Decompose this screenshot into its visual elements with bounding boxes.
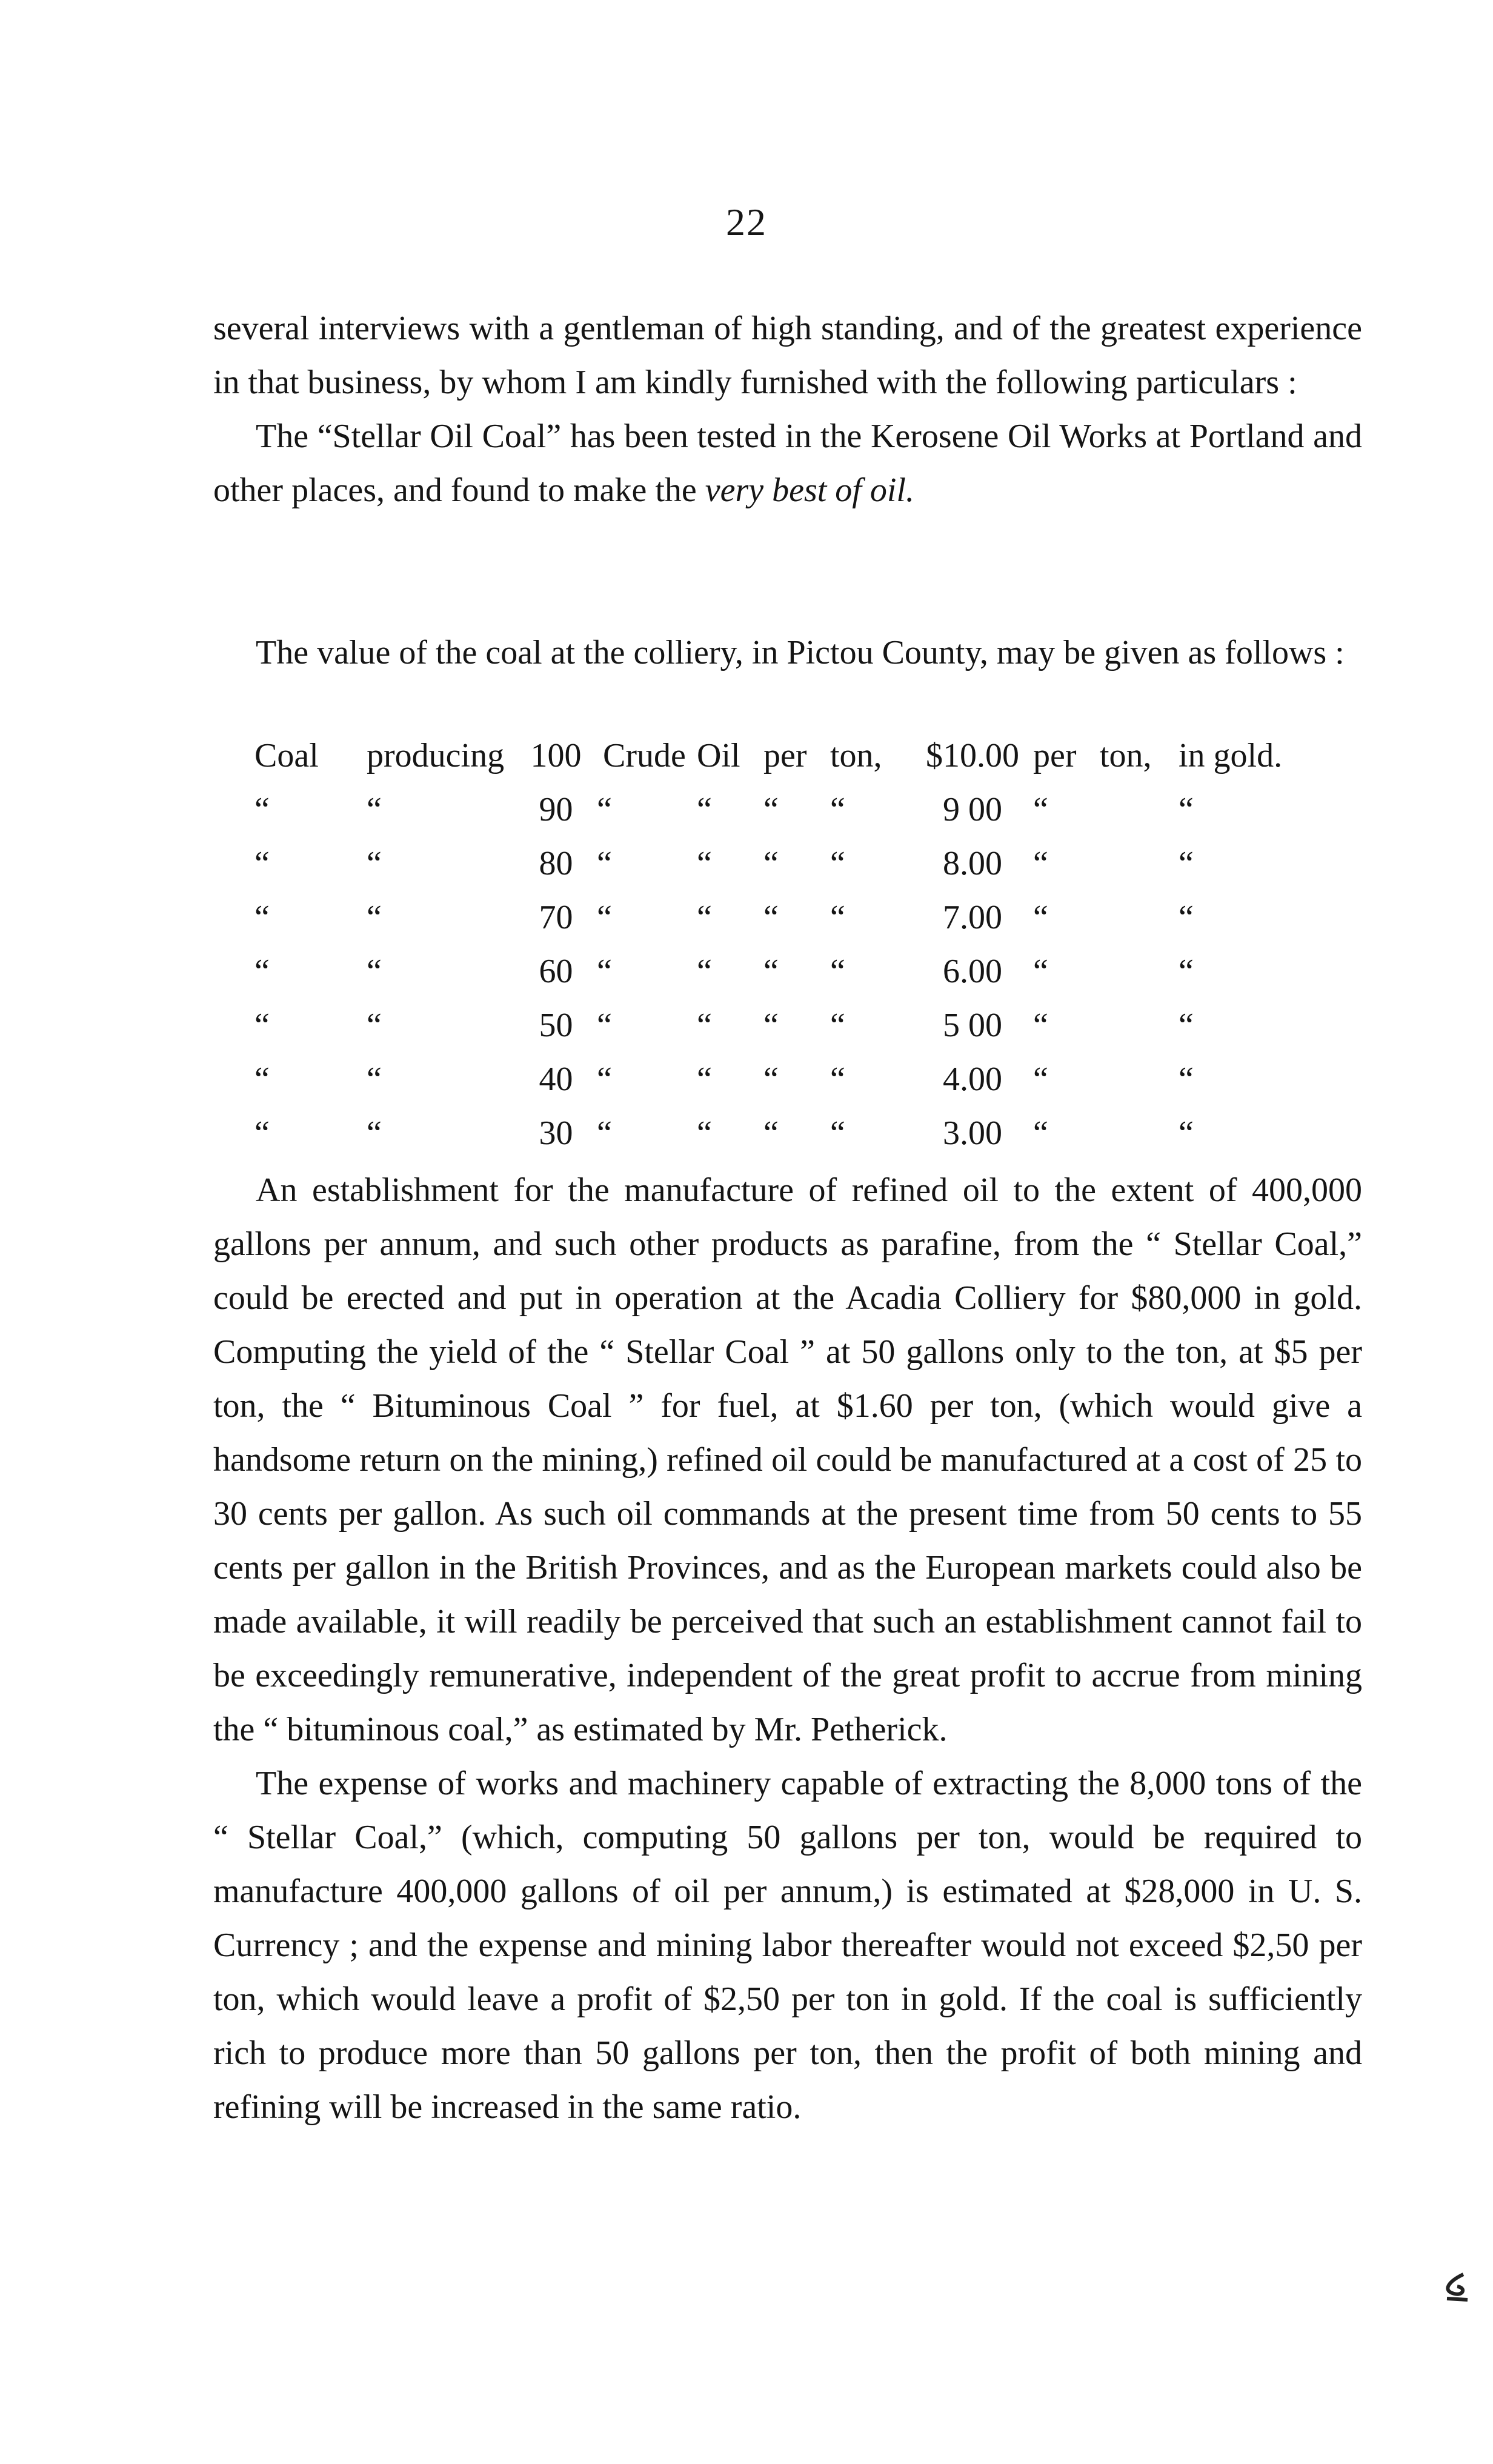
price-cell: 6.00 [943, 952, 1002, 990]
ditto-mark: “ [1033, 898, 1048, 936]
ditto-mark: “ [254, 1114, 270, 1152]
ditto-mark: “ [367, 1060, 382, 1098]
ton-label: ton, [830, 736, 882, 774]
ditto-mark: “ [763, 844, 779, 882]
gallons-cell: 90 [539, 790, 573, 828]
crude-label: Crude [603, 736, 686, 774]
ditto-mark: “ [830, 1114, 845, 1152]
price-cell: $10.00 [926, 736, 1019, 774]
ditto-mark: “ [254, 952, 270, 990]
ditto-mark: “ [367, 844, 382, 882]
ditto-mark: “ [697, 1060, 712, 1098]
price-cell: 9 00 [943, 790, 1002, 828]
gallons-cell: 30 [539, 1114, 573, 1152]
gallons-cell: 50 [539, 1006, 573, 1044]
ditto-mark: “ [597, 1006, 612, 1044]
intro-section [213, 302, 1362, 518]
spacer [1100, 1106, 1179, 1160]
oil-label: Oil [697, 736, 740, 774]
coal-table-row [254, 998, 1282, 1052]
spacer [1100, 944, 1179, 998]
value-paragraph: The value of the coal at the colliery, in Pictou County, may be given as follows : [256, 634, 1345, 671]
ditto-mark: “ [763, 952, 779, 990]
ditto-mark: “ [1179, 1114, 1194, 1152]
spacer [1100, 836, 1179, 890]
coal-label: Coal [254, 736, 319, 774]
price-cell: 7.00 [943, 898, 1002, 936]
in-gold-label: in gold. [1179, 736, 1283, 774]
ditto-mark: “ [1033, 790, 1048, 828]
ditto-mark: “ [367, 1006, 382, 1044]
ditto-mark: “ [1179, 1006, 1194, 1044]
ditto-mark: “ [1179, 844, 1194, 882]
margin-scribble-mark [1436, 2269, 1472, 2306]
ditto-mark: “ [597, 1114, 612, 1152]
ditto-mark: “ [763, 790, 779, 828]
ditto-mark: “ [1179, 898, 1194, 936]
expense-paragraph: The expense of works and machinery capable of extracting the 8,000 tons of the “ Stellar Coal,” (which, computing 50 gallons per ton, would be required to manufacture 400,000 gallons of oil per annum,) is estimated at $28,000 in U. S. Currency ; and the expense and mining labor thereafter would not exceed $2,50 per ton, which would leave a profit of $2,50 per ton in gold. If the coal is sufficiently rich to produce more than 50 gallons per ton, then the profit of both mining and refining will be increased in the same ratio. [213, 1765, 1362, 2126]
ditto-mark: “ [597, 790, 612, 828]
establishment-paragraph: An establishment for the manufacture of refined oil to the extent of 400,000 gallons per annum, and such other products as parafine, from the “ Stellar Coal,” could be erected and put in operation at the Acadia Colliery for $80,000 in gold. Computing the yield of the “ Stellar Coal ” at 50 gallons only to the ton, at $5 per ton, the “ Bituminous Coal ” for fuel, at $1.60 per ton, (which would give a handsome return on the mining,) refined oil could be manufactured at a cost of 25 to 30 cents per gallon. As such oil commands at the present time from 50 cents to 55 cents per gallon in the British Provinces, and as the European markets could also be made available, it will readily be perceived that such an establishment cannot fail to be exceedingly remunerative, independent of the great profit to accrue from mining the “ bituminous coal,” as estimated by Mr. Petherick. [213, 1171, 1362, 1748]
establishment-section [213, 1164, 1362, 2134]
ditto-mark: “ [254, 844, 270, 882]
ditto-mark: “ [830, 1006, 845, 1044]
page-number: 22 [726, 201, 767, 244]
price-cell: 5 00 [943, 1006, 1002, 1044]
price-cell: 3.00 [943, 1114, 1002, 1152]
price-cell: 8.00 [943, 844, 1002, 882]
ton-label-2: ton, [1100, 736, 1152, 774]
ditto-mark: “ [1033, 952, 1048, 990]
spacer [1100, 890, 1179, 944]
ditto-mark: “ [1033, 1114, 1048, 1152]
ditto-mark: “ [697, 952, 712, 990]
ditto-mark: “ [597, 952, 612, 990]
ditto-mark: “ [697, 1114, 712, 1152]
ditto-mark: “ [830, 844, 845, 882]
coal-table-row [254, 1106, 1282, 1160]
gallons-cell: 40 [539, 1060, 573, 1098]
value-section [213, 626, 1362, 680]
stellar-paragraph [213, 410, 1362, 518]
ditto-mark: “ [367, 1114, 382, 1152]
producing-label: producing [367, 736, 505, 774]
ditto-mark: “ [1179, 952, 1194, 990]
stellar-text: The “Stellar Oil Coal” has been tested in the Kerosene Oil Works at Portland and other places, and found to make the [213, 418, 1362, 509]
ditto-mark: “ [254, 1060, 270, 1098]
price-cell: 4.00 [943, 1060, 1002, 1098]
ditto-mark: “ [254, 898, 270, 936]
gallons-cell: 60 [539, 952, 573, 990]
ditto-mark: “ [367, 952, 382, 990]
ditto-mark: “ [254, 790, 270, 828]
ditto-mark: “ [1033, 1060, 1048, 1098]
coal-value-table [254, 728, 1282, 1160]
ditto-mark: “ [763, 898, 779, 936]
intro-paragraph: several interviews with a gentleman of high standing, and of the greatest experience in that business, by whom I am kindly furnished with the following particulars : [213, 310, 1362, 401]
ditto-mark: “ [830, 790, 845, 828]
gallons-cell: 100 [530, 736, 582, 774]
ditto-mark: “ [254, 1006, 270, 1044]
spacer [1100, 998, 1179, 1052]
coal-table-row [254, 944, 1282, 998]
ditto-mark: “ [597, 898, 612, 936]
ditto-mark: “ [367, 790, 382, 828]
ditto-mark: “ [1033, 844, 1048, 882]
ditto-mark: “ [1179, 1060, 1194, 1098]
ditto-mark: “ [763, 1060, 779, 1098]
ditto-mark: “ [697, 1006, 712, 1044]
ditto-mark: “ [697, 844, 712, 882]
coal-table-header-row [254, 728, 1282, 782]
ditto-mark: “ [1179, 790, 1194, 828]
ditto-mark: “ [830, 1060, 845, 1098]
coal-table-row [254, 836, 1282, 890]
spacer [1100, 1052, 1179, 1106]
ditto-mark: “ [597, 844, 612, 882]
ditto-mark: “ [763, 1006, 779, 1044]
ditto-mark: “ [367, 898, 382, 936]
ditto-mark: “ [1033, 1006, 1048, 1044]
gallons-cell: 80 [539, 844, 573, 882]
stellar-emphasis: very best of oil. [705, 471, 914, 509]
per-label: per [763, 736, 807, 774]
ditto-mark: “ [697, 898, 712, 936]
ditto-mark: “ [697, 790, 712, 828]
ditto-mark: “ [597, 1060, 612, 1098]
ditto-mark: “ [830, 952, 845, 990]
per-label-2: per [1033, 736, 1077, 774]
spacer [1100, 782, 1179, 836]
ditto-mark: “ [830, 898, 845, 936]
ditto-mark: “ [763, 1114, 779, 1152]
gallons-cell: 70 [539, 898, 573, 936]
coal-table-row [254, 890, 1282, 944]
coal-table-row [254, 1052, 1282, 1106]
coal-table-row [254, 782, 1282, 836]
